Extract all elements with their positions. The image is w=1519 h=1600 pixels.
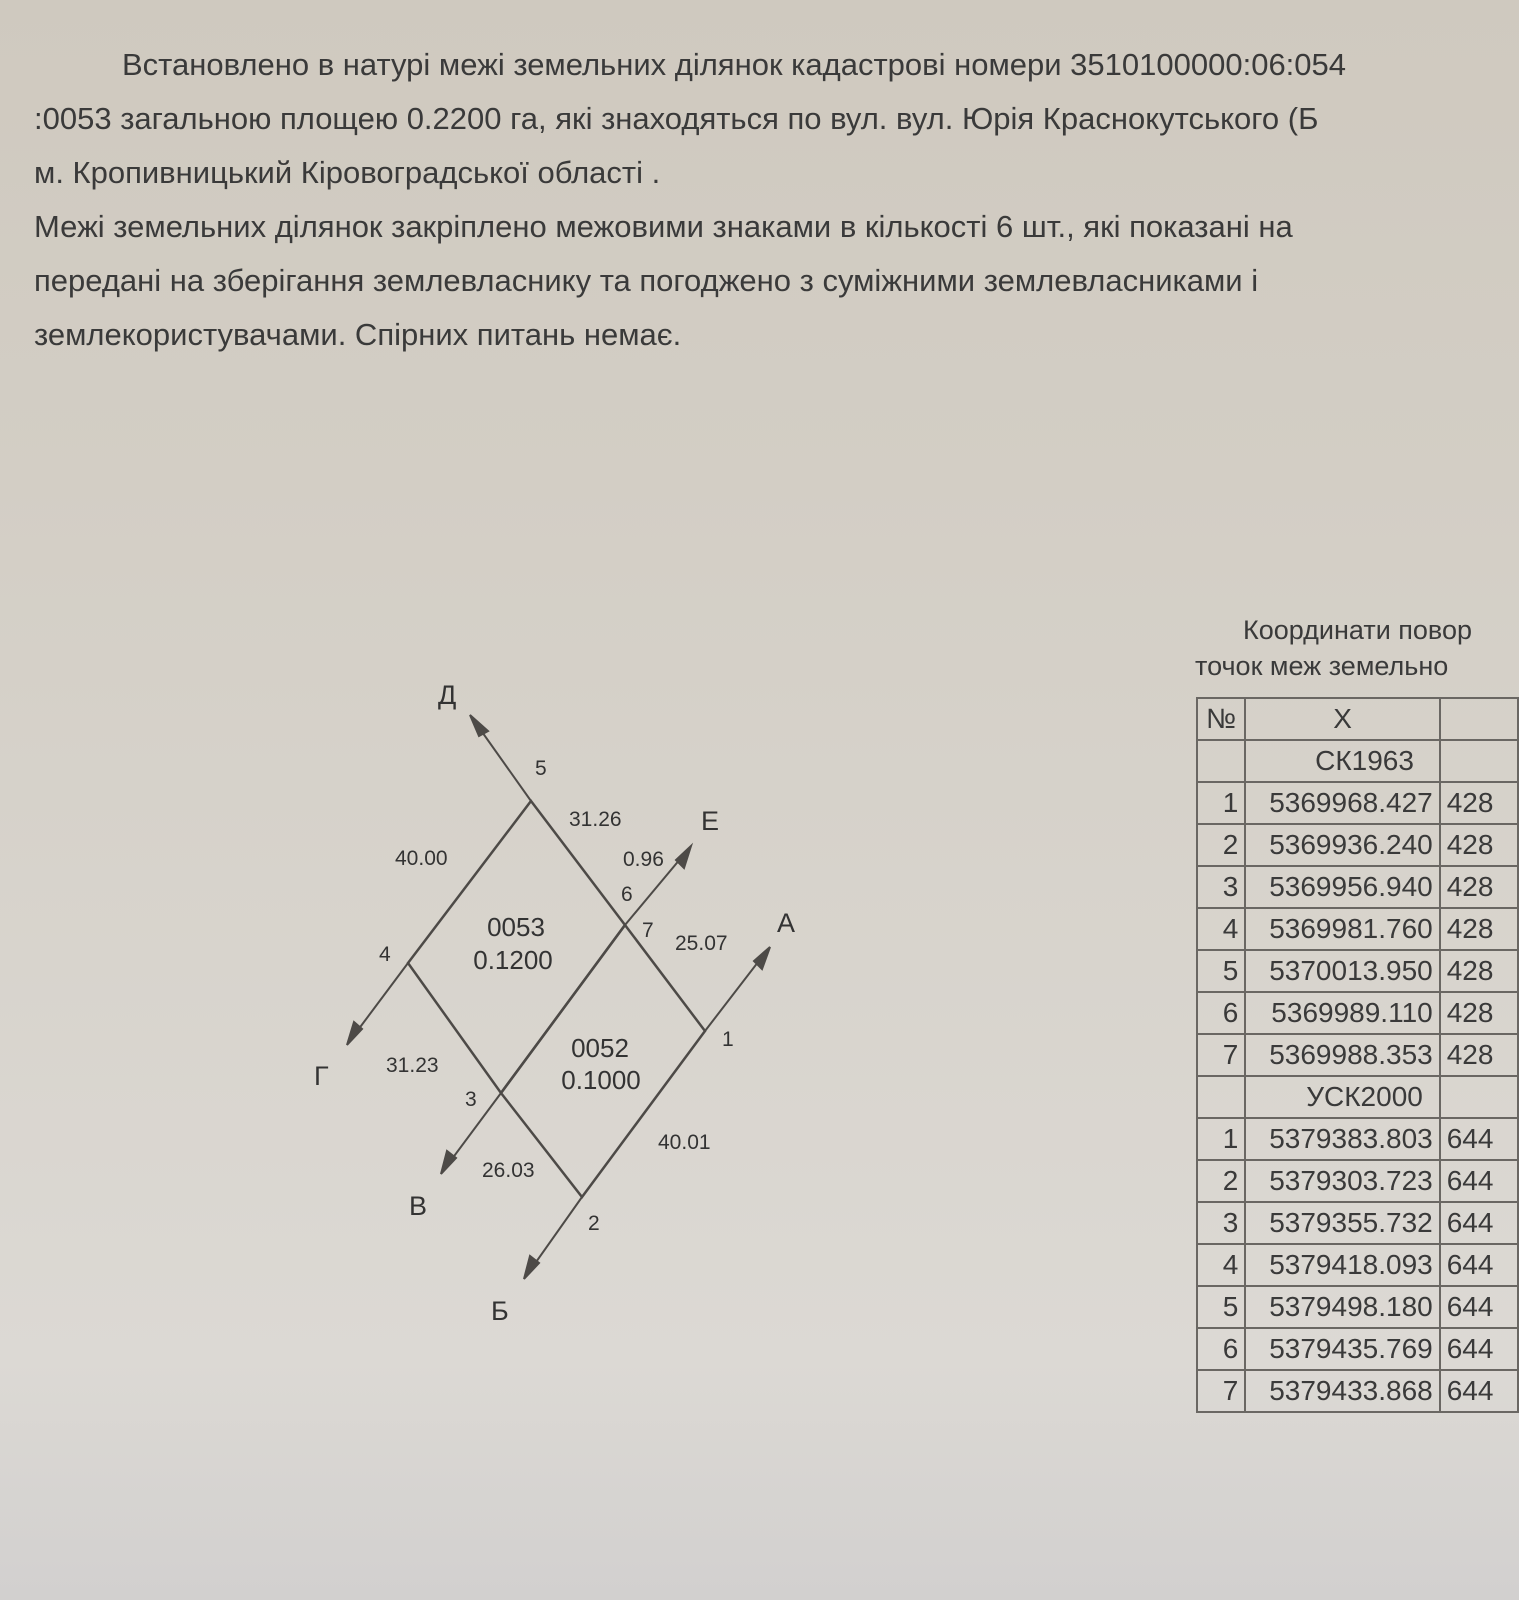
table-row — [1197, 1244, 1518, 1286]
x-cell: 5369936.240 — [1245, 824, 1439, 866]
paragraph-line: передані на зберігання землевласнику та погоджено з суміжними землевласниками і — [34, 263, 1259, 298]
table-row — [1197, 1202, 1518, 1244]
x-cell: 5369981.760 — [1245, 908, 1439, 950]
neighbor-label: А — [777, 908, 796, 938]
empty-cell — [1197, 1076, 1245, 1118]
point-number-cell: 7 — [1197, 1370, 1245, 1412]
paragraph-line: землекористувачами. Спірних питань немає. — [34, 317, 682, 352]
table-row — [1197, 824, 1518, 866]
x-cell: 5379383.803 — [1245, 1118, 1439, 1160]
point-label: 5 — [535, 757, 547, 780]
point-number-cell: 3 — [1197, 1202, 1245, 1244]
x-cell: 5379303.723 — [1245, 1160, 1439, 1202]
neighbor-label: Д — [438, 680, 457, 710]
neighbor-label: Е — [701, 806, 720, 836]
arrow-g — [347, 963, 408, 1045]
point-number-cell: 6 — [1197, 992, 1245, 1034]
table-row — [1197, 1034, 1518, 1076]
arrow-d — [470, 715, 531, 801]
empty-cell — [1440, 740, 1518, 782]
y-cell: 644 — [1440, 1160, 1518, 1202]
caption-line: точок меж земельно — [1195, 651, 1449, 681]
table-row — [1197, 908, 1518, 950]
point-number-cell: 1 — [1197, 782, 1245, 824]
y-cell: 644 — [1440, 1286, 1518, 1328]
parcel-number: 0052 — [571, 1033, 629, 1063]
point-number-cell: 5 — [1197, 950, 1245, 992]
system-row — [1197, 740, 1518, 782]
y-cell: 644 — [1440, 1328, 1518, 1370]
table-row — [1197, 1160, 1518, 1202]
point-number-cell: 1 — [1197, 1118, 1245, 1160]
point-label: 1 — [722, 1028, 734, 1051]
distance-label: 26.03 — [482, 1159, 535, 1182]
table-row — [1197, 992, 1518, 1034]
empty-cell — [1440, 1076, 1518, 1118]
paragraph-line: Встановлено в натурі межі земельних ділянок кадастрові номери 3510100000:06:054 — [122, 47, 1347, 82]
header-cell — [1440, 698, 1518, 740]
neighbor-label: Г — [314, 1061, 329, 1091]
point-number-cell: 4 — [1197, 1244, 1245, 1286]
point-number-cell: 2 — [1197, 1160, 1245, 1202]
distance-label: 25.07 — [675, 932, 728, 955]
system-name: УСК2000 — [1245, 1076, 1439, 1118]
x-cell: 5379433.868 — [1245, 1370, 1439, 1412]
y-cell: 428 — [1440, 908, 1518, 950]
distance-label: 40.00 — [395, 847, 448, 870]
point-label: 3 — [465, 1088, 477, 1111]
table-row — [1197, 1328, 1518, 1370]
system-row — [1197, 1076, 1518, 1118]
parcel-number: 0053 — [487, 912, 545, 942]
neighbor-label: В — [409, 1191, 428, 1221]
x-cell: 5370013.950 — [1245, 950, 1439, 992]
table-row — [1197, 1286, 1518, 1328]
y-cell: 428 — [1440, 866, 1518, 908]
point-label: 2 — [588, 1212, 600, 1235]
arrow-b — [524, 1197, 582, 1279]
y-cell: 428 — [1440, 1034, 1518, 1076]
y-cell: 644 — [1440, 1370, 1518, 1412]
point-label: 4 — [379, 943, 391, 966]
table-row — [1197, 1118, 1518, 1160]
point-number-cell: 7 — [1197, 1034, 1245, 1076]
point-number-cell: 3 — [1197, 866, 1245, 908]
x-cell: 5379418.093 — [1245, 1244, 1439, 1286]
neighbor-label: Б — [491, 1296, 509, 1326]
y-cell: 644 — [1440, 1118, 1518, 1160]
coordinates-caption — [1195, 612, 1519, 684]
table-row — [1197, 950, 1518, 992]
distance-label: 0.96 — [623, 848, 664, 871]
empty-cell — [1197, 740, 1245, 782]
paragraph-line: :0053 загальною площею 0.2200 га, які знаходяться по вул. вул. Юрія Краснокутського (Б — [34, 101, 1319, 136]
table-row — [1197, 1370, 1518, 1412]
y-cell: 428 — [1440, 992, 1518, 1034]
table-row — [1197, 782, 1518, 824]
x-cell: 5369956.940 — [1245, 866, 1439, 908]
point-label: 7 — [642, 919, 654, 942]
y-cell: 428 — [1440, 782, 1518, 824]
x-cell: 5379498.180 — [1245, 1286, 1439, 1328]
paragraph-line: Межі земельних ділянок закріплено межовими знаками в кількості 6 шт., які показані на — [34, 209, 1293, 244]
distance-label: 31.23 — [386, 1054, 439, 1077]
system-name: СК1963 — [1245, 740, 1439, 782]
coordinates-table-wrap — [1196, 697, 1519, 1447]
point-number-cell: 5 — [1197, 1286, 1245, 1328]
table-row — [1197, 866, 1518, 908]
y-cell: 644 — [1440, 1244, 1518, 1286]
paragraph-line: м. Кропивницький Кіровоградської області . — [34, 155, 661, 190]
x-cell: 5379435.769 — [1245, 1328, 1439, 1370]
distance-label: 31.26 — [569, 808, 622, 831]
caption-line: Координати повор — [1243, 615, 1472, 645]
header-cell: № — [1197, 698, 1245, 740]
x-cell: 5369989.110 — [1245, 992, 1439, 1034]
x-cell: 5379355.732 — [1245, 1202, 1439, 1244]
header-cell: X — [1245, 698, 1439, 740]
coordinates-table — [1196, 697, 1519, 1413]
distance-label: 40.01 — [658, 1131, 711, 1154]
y-cell: 428 — [1440, 950, 1518, 992]
point-number-cell: 4 — [1197, 908, 1245, 950]
x-cell: 5369988.353 — [1245, 1034, 1439, 1076]
y-cell: 644 — [1440, 1202, 1518, 1244]
point-number-cell: 2 — [1197, 824, 1245, 866]
point-label: 6 — [621, 883, 633, 906]
y-cell: 428 — [1440, 824, 1518, 866]
table-header-row — [1197, 698, 1518, 740]
parcel-area: 0.1200 — [473, 945, 553, 975]
arrow-a — [705, 947, 770, 1031]
point-number-cell: 6 — [1197, 1328, 1245, 1370]
x-cell: 5369968.427 — [1245, 782, 1439, 824]
parcel-area: 0.1000 — [561, 1065, 641, 1095]
